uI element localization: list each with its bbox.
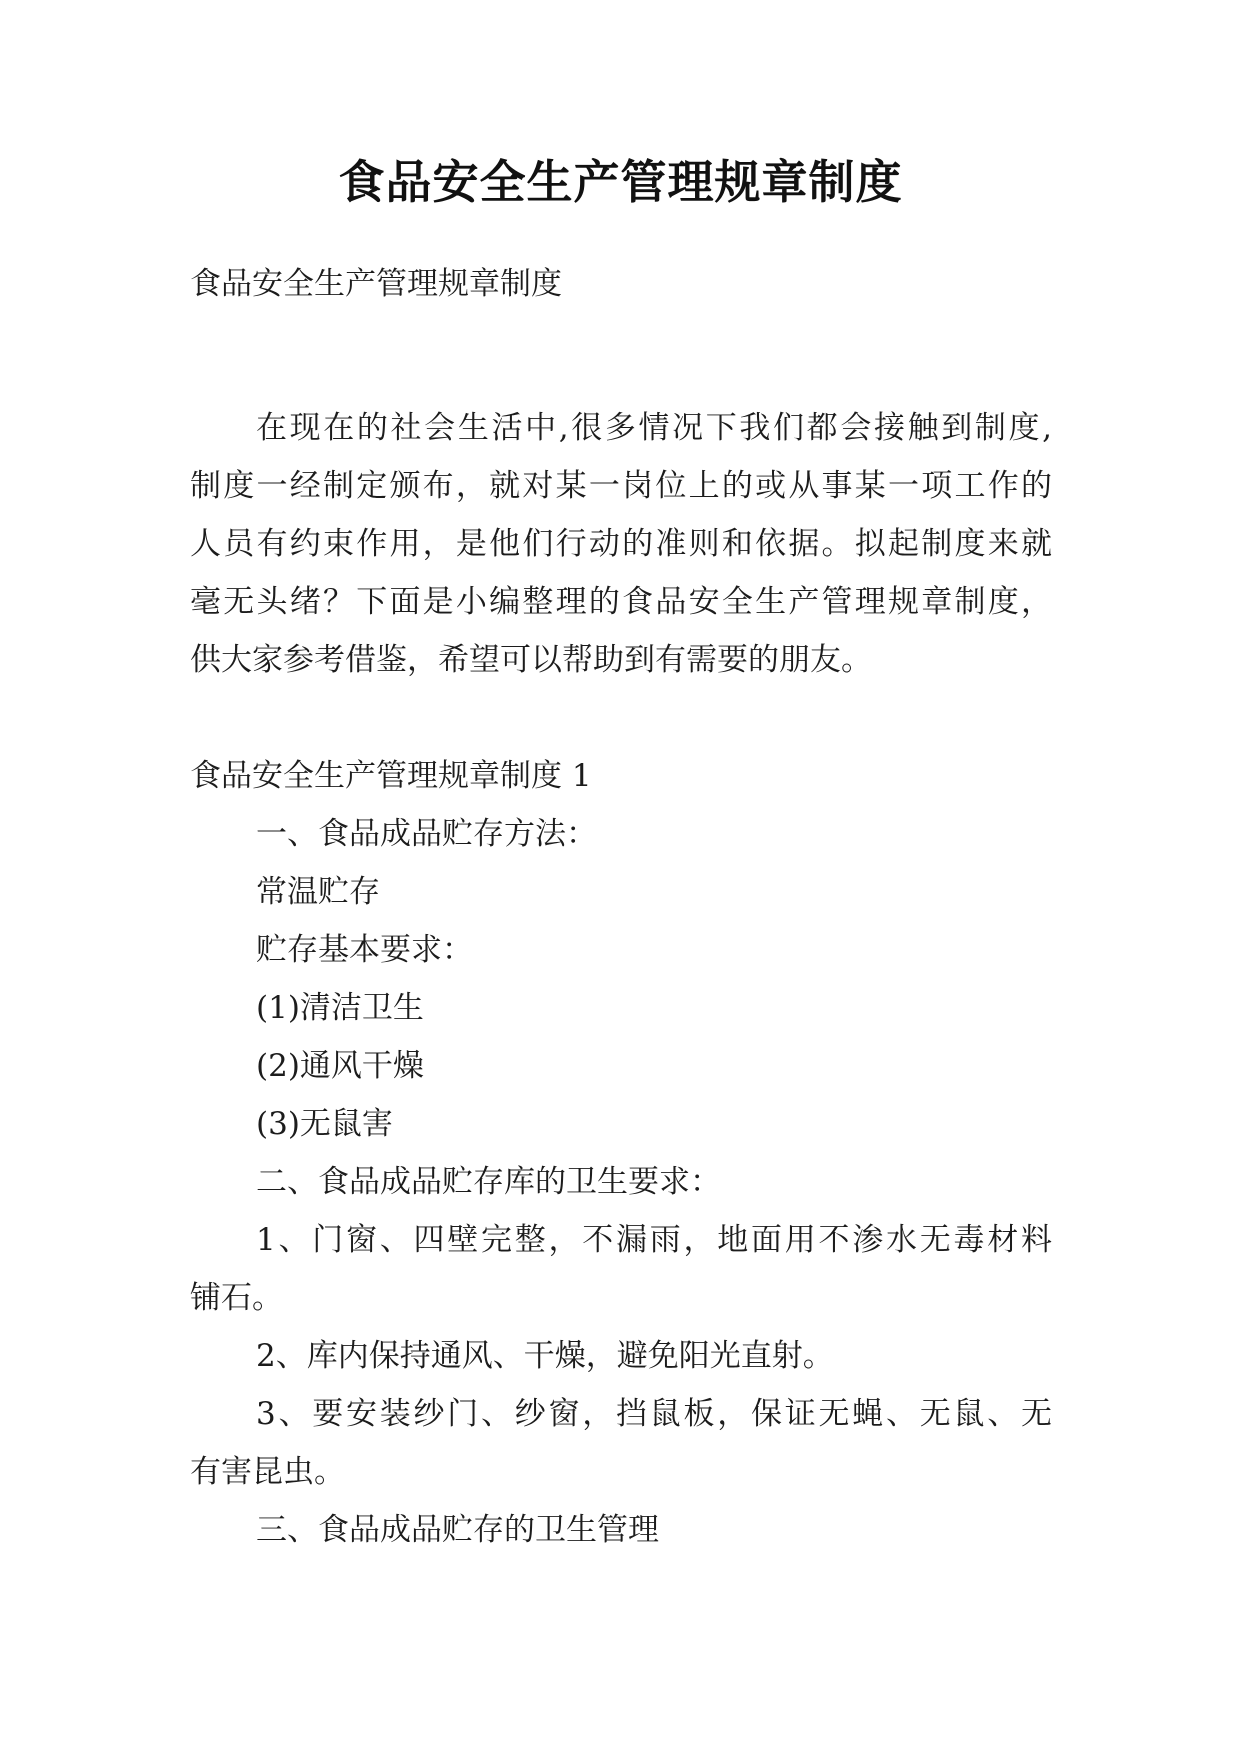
list-item: 二、食品成品贮存库的卫生要求： <box>256 1164 721 1200</box>
list-item: 一、食品成品贮存方法： <box>256 816 597 852</box>
list-item: (3)无鼠害 <box>256 1106 393 1142</box>
intro-line: 毫无头绪？下面是小编整理的食品安全生产管理规章制度， <box>190 584 1052 620</box>
list-item: 常温贮存 <box>256 874 380 910</box>
list-item: (2)通风干燥 <box>256 1048 424 1084</box>
list-item: 有害昆虫。 <box>190 1454 345 1490</box>
intro-line: 在现在的社会生活中,很多情况下我们都会接触到制度, <box>256 410 1052 446</box>
document-title: 食品安全生产管理规章制度 <box>338 155 903 209</box>
document-subtitle: 食品安全生产管理规章制度 <box>190 266 562 302</box>
list-item: (1)清洁卫生 <box>256 990 424 1026</box>
list-item: 1、门窗、四壁完整，不漏雨，地面用不渗水无毒材料 <box>256 1222 1052 1258</box>
list-item: 2、库内保持通风、干燥，避免阳光直射。 <box>256 1338 834 1374</box>
section-heading: 食品安全生产管理规章制度 1 <box>190 758 592 794</box>
list-item: 3、要安装纱门、纱窗，挡鼠板，保证无蝇、无鼠、无 <box>256 1396 1052 1432</box>
list-item: 三、食品成品贮存的卫生管理 <box>256 1512 659 1548</box>
intro-line: 制度一经制定颁布，就对某一岗位上的或从事某一项工作的 <box>190 468 1052 504</box>
list-item: 贮存基本要求： <box>256 932 473 968</box>
list-item: 铺石。 <box>190 1280 283 1316</box>
intro-line: 供大家参考借鉴，希望可以帮助到有需要的朋友。 <box>190 642 872 678</box>
intro-line: 人员有约束作用，是他们行动的准则和依据。拟起制度来就 <box>190 526 1052 562</box>
